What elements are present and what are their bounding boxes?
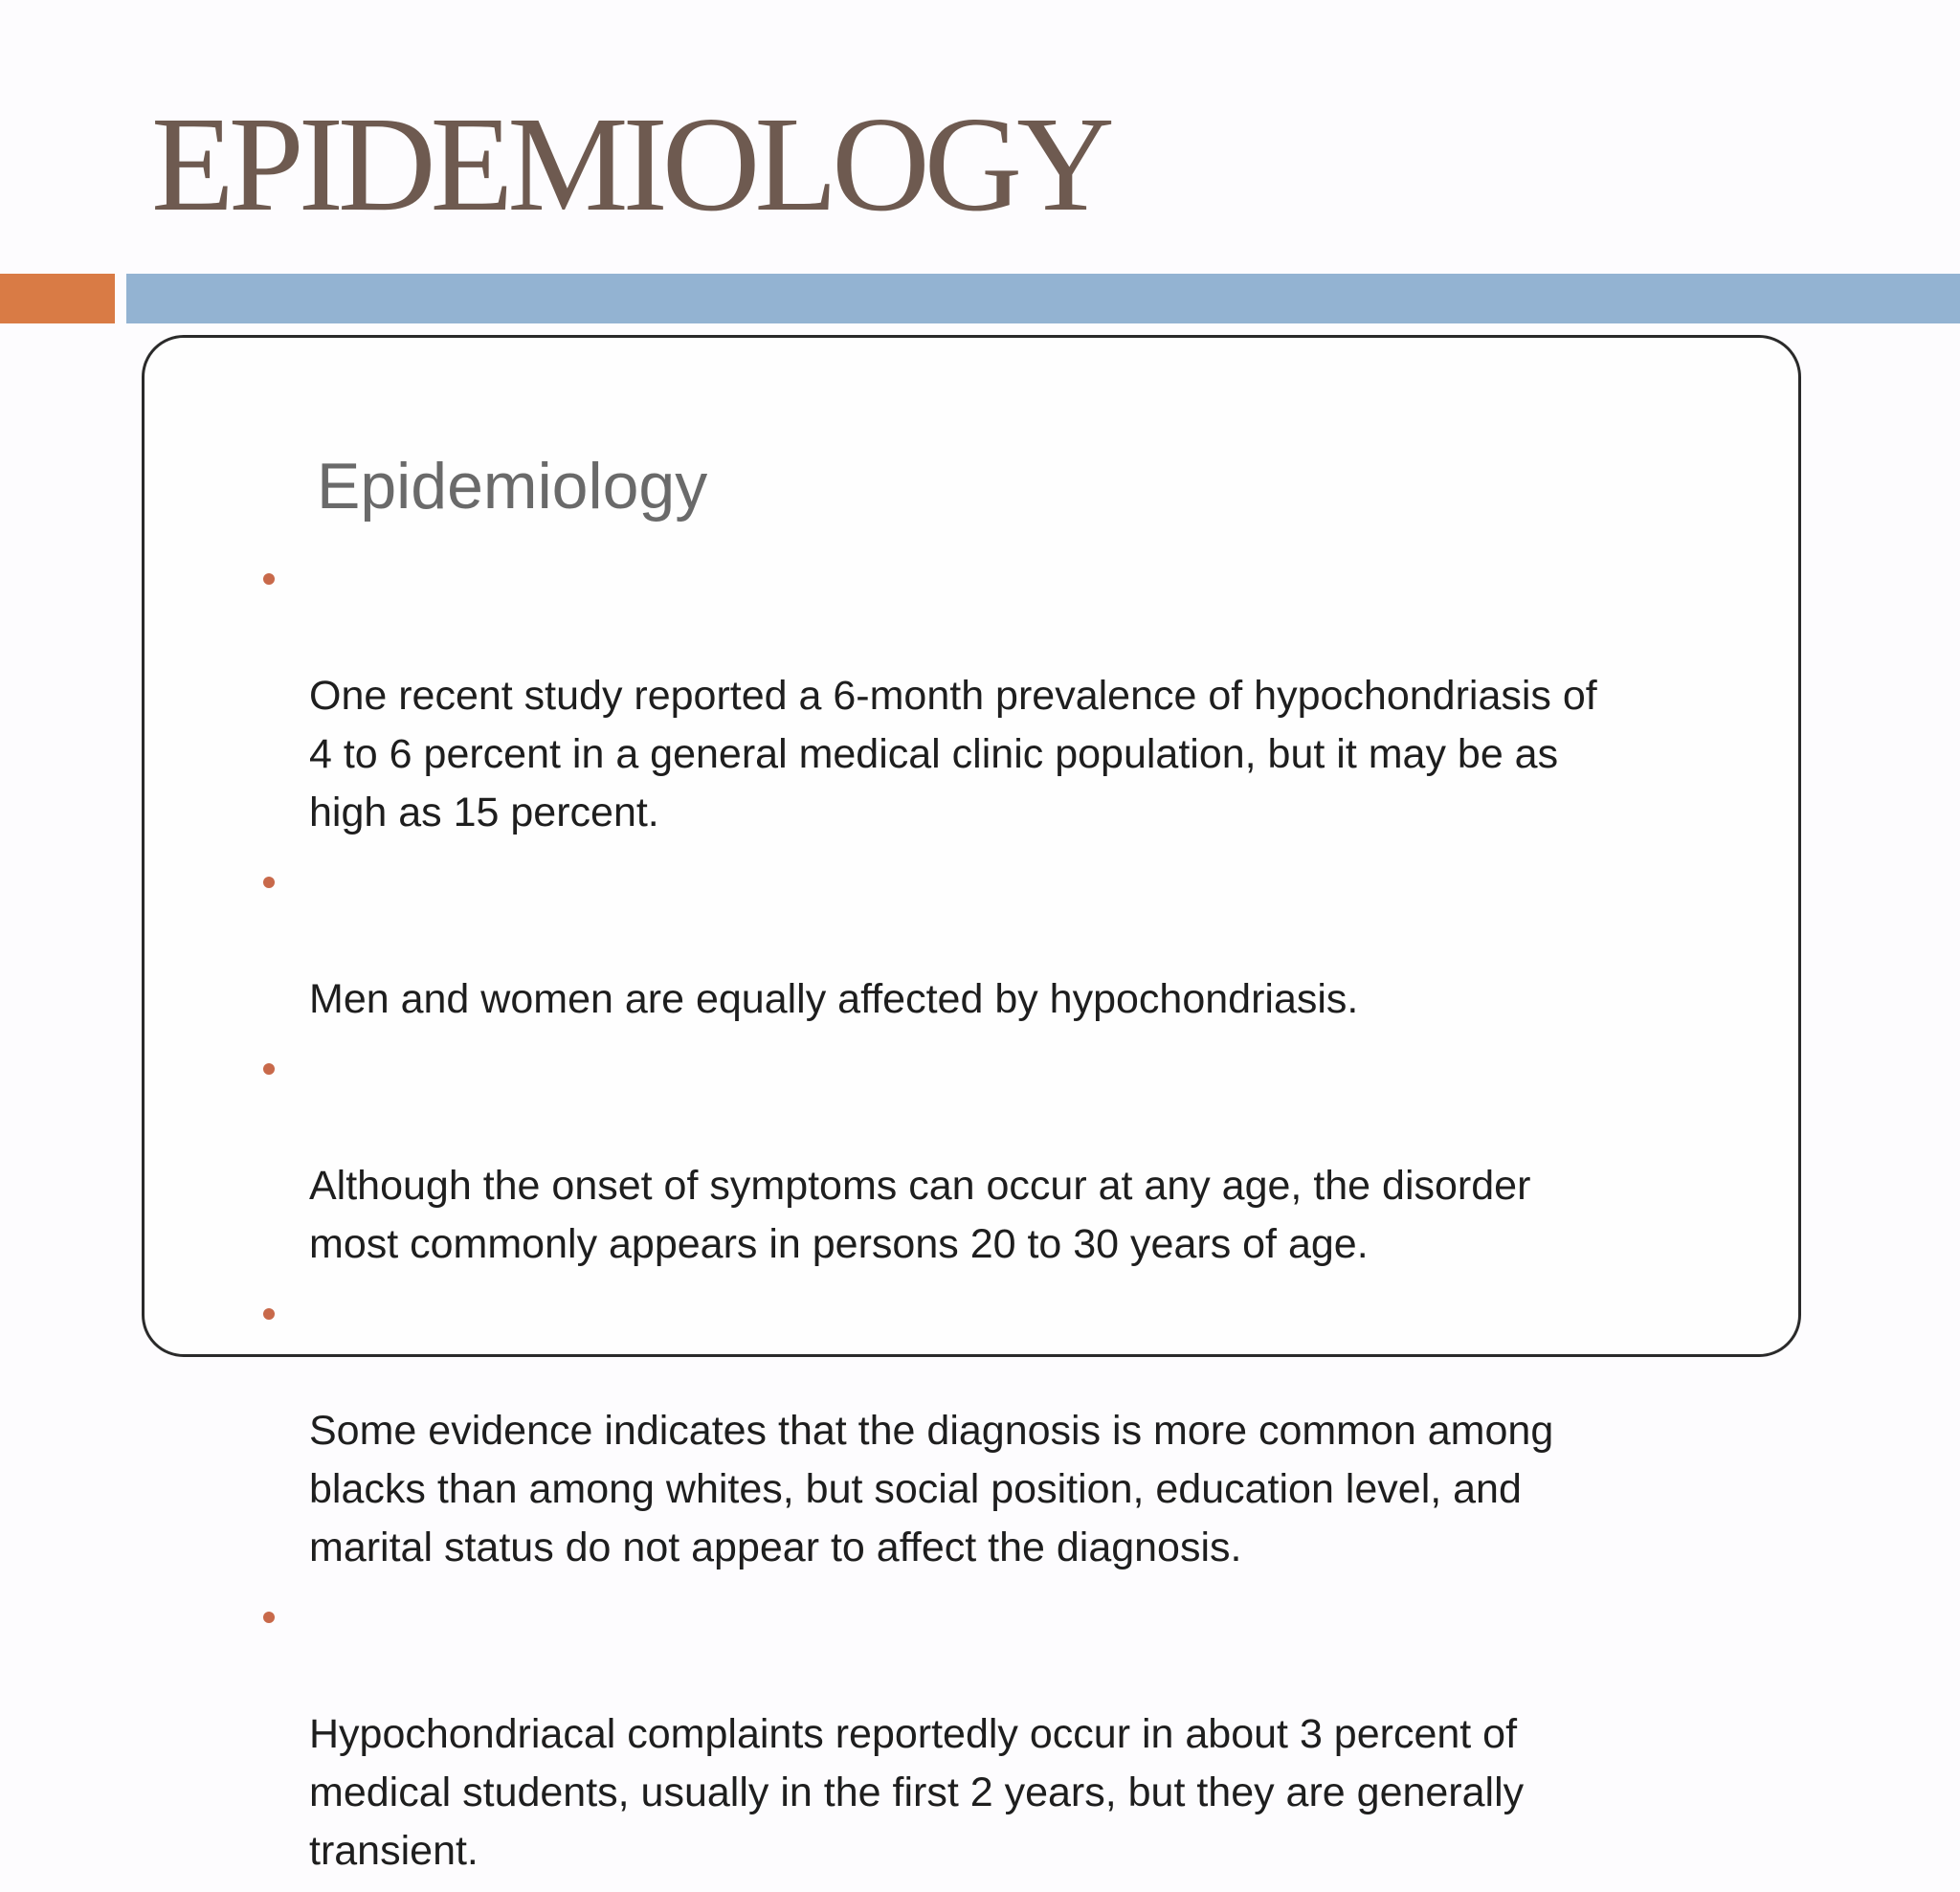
bullet-dot-icon [263,877,275,888]
bullet-text: Some evidence indicates that the diagnosis is more common among blacks than among whites, but social position, education level, and marital status do not appear to affect the diagnosis. [309,1408,1554,1570]
bullet-list [145,550,1657,1892]
bullet-item [145,1589,1657,1881]
bullet-text: Hypochondriacal complaints reportedly occur in about 3 percent of medical students, usually in the first 2 years, but they are generally transient. [309,1711,1525,1874]
bullet-item [145,1285,1657,1577]
embedded-slide-image [142,335,1801,1874]
bullet-text: Men and women are equally affected by hypochondriasis. [309,976,1359,1022]
accent-bar-orange [0,274,115,323]
bullet-item [145,1040,1657,1274]
embedded-heading: Epidemiology [317,450,708,523]
bullet-text: Although the onset of symptoms can occur at any age, the disorder most commonly appears in persons 20 to 30 years of age. [309,1163,1531,1267]
bullet-item [145,550,1657,842]
bullet-item [145,854,1657,1029]
accent-bar-blue [126,274,1960,323]
bullet-dot-icon [263,1063,275,1075]
bullet-dot-icon [263,1308,275,1320]
bullet-dot-icon [263,1612,275,1623]
bullet-text: One recent study reported a 6-month prevalence of hypochondriasis of 4 to 6 percent in a general medical clinic population, but it may be as high as 15 percent. [309,673,1597,835]
slide-title: EPIDEMIOLOGY [151,88,1109,239]
bullet-dot-icon [263,573,275,585]
